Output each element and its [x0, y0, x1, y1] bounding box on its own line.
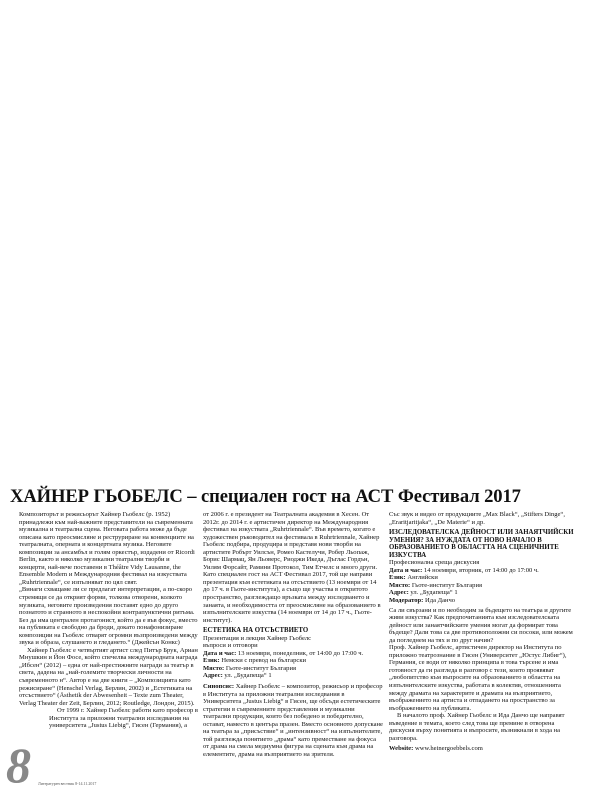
event-language-value: Немски с превод на български [219, 657, 307, 665]
event-subtitle: Презентация и лекция Хайнер Гьобелс [203, 634, 312, 642]
website-line [389, 745, 579, 753]
event-place-label: Място: [389, 581, 411, 589]
page-number: 8 [6, 737, 31, 793]
event-address-value: ул. „Будапеща“ 1 [408, 589, 458, 597]
event-moderator-label: Модератор: [389, 597, 424, 605]
article-column-3 [389, 511, 579, 753]
event-language-label: Език: [203, 657, 220, 665]
paragraph: от 2006 г. е президент на Театралната академия в Хесен. От 2012г. до 2014 г. е артистичен директор на Международния фестивал на изкуствата „Ruhrtriennale“. Във времето, когато е художествен ръководител на фестивала в Ruhrtriennale, Хайнер Гьобелс подбира, продуцира и представя нови творби на артистите Робърт Уилсън, Ромео Кастелучи, Робер Льопаж, Борис Шармац, Ян Льоверс, Риоджи Икеда, Дъглас Гордън, Уилям Форсайт, Рамини Протокол, Тим Етчелс и много други. Като специален гост на АСТ Фестивал 2017, той ще направи презентация към естетиката на отсъствието (13 ноември от 14 до 17 ч. в Гьоте-института), а също ще участва в откритото пространство, разглеждащо връзката между изследването и занаята, и необходимостта от преосмисляне на образованието в изпълнителските изкуства (14 ноември от 14 до 17 ч., Гьоте-институт). [203, 511, 381, 624]
synopsis-text: Хайнер Гьобелс – композитор, режисьор и професор в Института за приложни театрални изследвания в Университета „Justus Liebig“ в Гисен, ще обсъди естетическите стратегии в съвременните представления и музикални театрални продукции, които без победено и победително, остават, наместо в центъра празен. Вместо основното допускане на театъра за „присъствие“ и „интензивност“ на изпълнителите, той разглежда понятието „драма“ като преместване на фокуса от драма на смела медиумна фигура на сцената към драма на елементите, драма на възприятието на зрителя. [203, 683, 383, 758]
event-address-label: Адрес: [389, 589, 409, 597]
paragraph: Със звук и видео от продукциите „Max Black“, „Stifters Dinge“, „Eraritjaritjaka“, „De Materie“ и др. [389, 511, 565, 526]
article-column-1 [19, 511, 198, 730]
event-date [389, 567, 579, 575]
event-place [389, 582, 579, 590]
paragraph: Са ли свързани и по необходим за бъдещето на театъра и другите живи изкуства? Как предпочитанията към изследователската дейност или занаятчийските умения могат да формират това бъдеще? Дали това са две противоположни си посоки, или можем да погледнем на тях и по друг начин? [389, 606, 573, 644]
event-date-label: Дата и час: [203, 649, 237, 657]
section-heading: ИЗСЛЕДОВАТЕЛСКА ДЕЙНОСТ ИЛИ ЗАНАЯТЧИЙСКИ УМЕНИЯ? ЗА НУЖДАТА ОТ НОВО НАЧАЛО В ОБРАЗОВАНИЕТО В ОБЛАСТТА НА СЦЕНИЧНИТЕ ИЗКУСТВА [389, 529, 574, 559]
section-heading: ЕСТЕТИКА НА ОТСЪСТВИЕТО [203, 627, 309, 635]
event-moderator [389, 597, 579, 605]
event-date-value: 14 ноември, вторник, от 14:00 до 17:00 ч. [422, 566, 539, 574]
paragraph: В началото проф. Хайнер Гьобелс и Ида Данчо ще направят въведение в темата, което след това ще премине в отворена дискусия върху понятията и въпросите, възникнали в хода на разговора. [389, 712, 565, 742]
event-date-value: 13 ноември, понеделник, от 14:00 до 17:00 ч. [236, 649, 364, 657]
website-value: www.heinergoebbels.com [413, 745, 483, 753]
event-place-value: Гьоте-институт България [410, 581, 482, 589]
article-headline: ХАЙНЕР ГЬОБЕЛС – специален гост на АСТ Фестивал 2017 [10, 486, 521, 507]
paragraph: Композиторът и режисьорът Хайнер Гьобелс (р. 1952) принадлежи към най-важните представители на съвременната музикална и театрална сцена. Неговата работа може да бъде описана като преосмисляне и реструриране на конвенциите на театралната, оперната и концертната музика. Неговите композиции за ансамбъл и голям оркестър, издадени от Ricordi Berlin, както и няколко музикални театрални творби и концерти, най-вече поставени в Théâtre Vidy Lausanne, the Ensemble Modern и Международния фестивал на изкуствата „Ruhrtriennale“, се изпълняват по цял свят. [19, 511, 195, 586]
event-place-value: Гьоте-институт България [224, 664, 296, 672]
event-address [203, 672, 383, 680]
synopsis-label: Синопсис: [203, 683, 235, 691]
article-column-2 [203, 511, 383, 759]
event-date-label: Дата и час: [389, 566, 423, 574]
event-language [389, 574, 579, 582]
event-address-label: Адрес: [203, 672, 223, 680]
paragraph: Проф. Хайнер Гьобелс, артистичен директор на Института по приложно театрознание в Гисен (Университет „Юстус Либиг“), Германия, се води от няколко принципа в това търсене и има готовност да ги разгледа в разговор с тези, които проявяват „любопитство към въпросите на образованието в областта на изпълнителските изкуства, работата в колектив, отношенията между драмата на характерите и драмата на възприятието, въображението на артиста и отпадането на пространство за въображението на публиката. [389, 644, 567, 712]
footer-note: Литературен вестник 8-14.11.2017 [38, 781, 97, 786]
paragraph: Хайнер Гьобелс е четвъртият артист след Питър Брук, Ариан Мнушкин и Йон Фосе, който спечелва международната награда „Ибсен“ (2012) – една от най-престижните награди за театър в света, дадена на „най-големите творчески личности на съвременното н“. Автор е на две книги – „Композицията като режисиране“ (Henschel Verlag, Берлин, 2002) и „Естетиката на отсъствието“ (Ästhetik der Abwesenheit – Texte zum Theater, Verlag Theater der Zeit, Берлин, 2012; Routledge, Лондон, 2015). [19, 646, 198, 707]
event-language-label: Език: [389, 574, 406, 582]
event-address [389, 589, 579, 597]
event-language-value: Английски [405, 574, 438, 582]
event-date [203, 650, 383, 658]
event-address-value: ул. „Будапеща“ 1 [222, 672, 272, 680]
website-label: Website: [389, 745, 414, 753]
synopsis [203, 683, 383, 758]
event-language [203, 657, 383, 665]
event-subtitle: Професионална среща дискусия [389, 559, 480, 567]
event-place-label: Място: [203, 664, 225, 672]
event-moderator-value: Ида Данчо [423, 597, 456, 605]
paragraph: „Винаги схващаме ли се предлагат интерпретации, а по-скоро стремящи се да открият форми, толкова отворени, колкото музиката, неговите произведения поставят едно до друго познатото и странното в неспокойни контрапунктични ритъма. Без да има централен протагонист, който да е във фокус, вместо на публиката е свободно да броди, докато понафонизиране композиции на Гьобелс отварят огромни възпроизведени между звука и образа, слушането и гледането.“ (Джейсън Конкс) [19, 586, 198, 647]
event-place [203, 665, 383, 673]
event-subtitle: въпроси и отговори [203, 642, 258, 650]
paragraph: От 1999 г. Хайнер Гьобелс работи като професор в Института за приложни театрални изследвания на университета „Justus Liebig“, Гисен (Германия), а [49, 707, 198, 730]
